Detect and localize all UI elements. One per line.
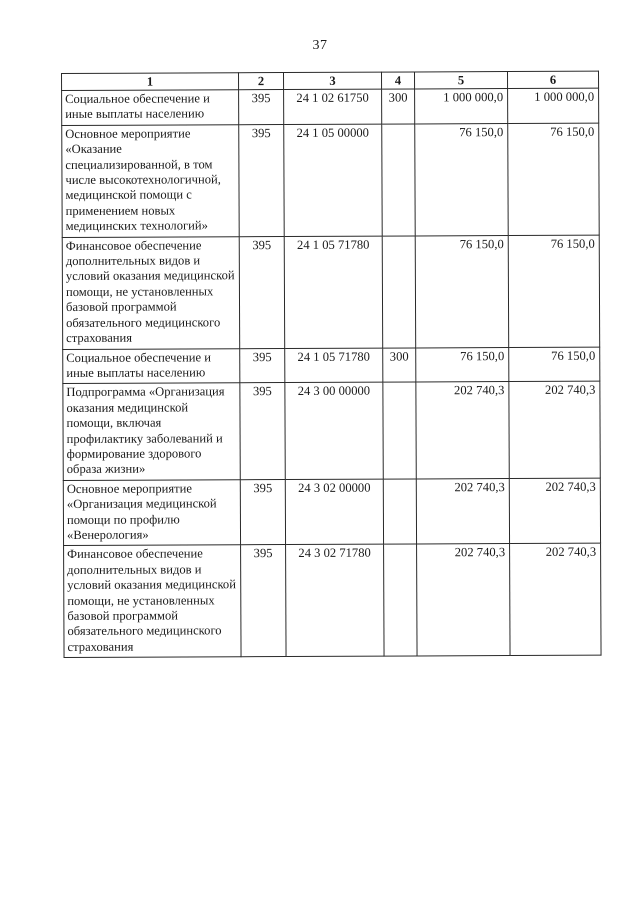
table-row bbox=[62, 235, 599, 349]
row-name-cell: Финансовое обеспечение дополнительных видов и условий оказания медицинской помощи, не установленных базовой программой обязательного медицинского страхования bbox=[64, 545, 241, 658]
amount-cell: 76 150,0 bbox=[508, 123, 599, 235]
budget-table bbox=[61, 71, 602, 659]
amount-cell: 202 740,3 bbox=[510, 544, 601, 656]
expense-type-cell: 300 bbox=[382, 89, 415, 124]
page-number: 37 bbox=[312, 38, 328, 53]
ministry-code-cell: 395 bbox=[240, 383, 285, 480]
expense-type-cell: 300 bbox=[383, 347, 416, 382]
amount-cell: 202 740,3 bbox=[416, 382, 509, 479]
amount-cell: 202 740,3 bbox=[416, 478, 509, 544]
table-body bbox=[62, 88, 601, 658]
expense-type-cell bbox=[384, 544, 417, 656]
amount-cell: 1 000 000,0 bbox=[415, 89, 508, 124]
target-article-cell: 24 1 05 71780 bbox=[285, 348, 383, 383]
row-name-cell: Социальное обеспечение и иные выплаты населению bbox=[62, 90, 239, 126]
expense-type-cell bbox=[382, 124, 415, 236]
amount-cell: 76 150,0 bbox=[509, 347, 600, 382]
column-header: 6 bbox=[507, 71, 598, 88]
column-header: 5 bbox=[414, 72, 507, 89]
table-row bbox=[64, 544, 601, 658]
target-article-cell: 24 1 05 00000 bbox=[284, 124, 382, 236]
table-row bbox=[62, 88, 599, 125]
expense-type-cell bbox=[382, 236, 415, 348]
target-article-cell: 24 3 00 00000 bbox=[285, 382, 383, 479]
column-header: 3 bbox=[284, 72, 382, 89]
amount-cell: 76 150,0 bbox=[508, 235, 599, 347]
amount-cell: 202 740,3 bbox=[417, 544, 510, 656]
ministry-code-cell: 395 bbox=[240, 348, 285, 383]
table-row bbox=[62, 123, 599, 237]
table-row bbox=[63, 478, 600, 546]
row-name-cell: Основное мероприятие «Оказание специализированной, в том числе высокотехнологичной, медицинской помощи с применением новых медицинских технологий» bbox=[62, 125, 239, 238]
column-header: 2 bbox=[239, 73, 284, 90]
row-name-cell: Финансовое обеспечение дополнительных видов и условий оказания медицинской помощи, не установленных базовой программой обязательного медицинского страхования bbox=[62, 236, 239, 349]
target-article-cell: 24 1 05 71780 bbox=[284, 236, 382, 348]
column-header: 4 bbox=[381, 72, 414, 89]
expense-type-cell bbox=[383, 382, 416, 479]
table-row bbox=[63, 347, 600, 384]
amount-cell: 76 150,0 bbox=[415, 235, 508, 347]
row-name-cell: Подпрограмма «Организация оказания медицинской помощи, включая профилактику заболеваний и формирование здорового образа жизни» bbox=[63, 383, 240, 480]
ministry-code-cell: 395 bbox=[241, 545, 286, 657]
row-name-cell: Социальное обеспечение и иные выплаты населению bbox=[63, 348, 240, 384]
target-article-cell: 24 3 02 00000 bbox=[285, 479, 383, 545]
ministry-code-cell: 395 bbox=[239, 90, 284, 125]
ministry-code-cell: 395 bbox=[240, 479, 285, 545]
expense-type-cell bbox=[383, 479, 416, 545]
row-name-cell: Основное мероприятие «Организация медицинской помощи по профилю «Венерология» bbox=[63, 479, 240, 545]
amount-cell: 202 740,3 bbox=[509, 478, 600, 544]
amount-cell: 76 150,0 bbox=[416, 347, 509, 382]
ministry-code-cell: 395 bbox=[239, 124, 284, 236]
amount-cell: 76 150,0 bbox=[415, 123, 508, 235]
table-row bbox=[63, 381, 600, 480]
column-header: 1 bbox=[62, 73, 239, 91]
amount-cell: 202 740,3 bbox=[509, 381, 600, 478]
ministry-code-cell: 395 bbox=[239, 236, 284, 348]
amount-cell: 1 000 000,0 bbox=[508, 88, 599, 123]
target-article-cell: 24 1 02 61750 bbox=[284, 89, 382, 124]
target-article-cell: 24 3 02 71780 bbox=[286, 544, 384, 656]
